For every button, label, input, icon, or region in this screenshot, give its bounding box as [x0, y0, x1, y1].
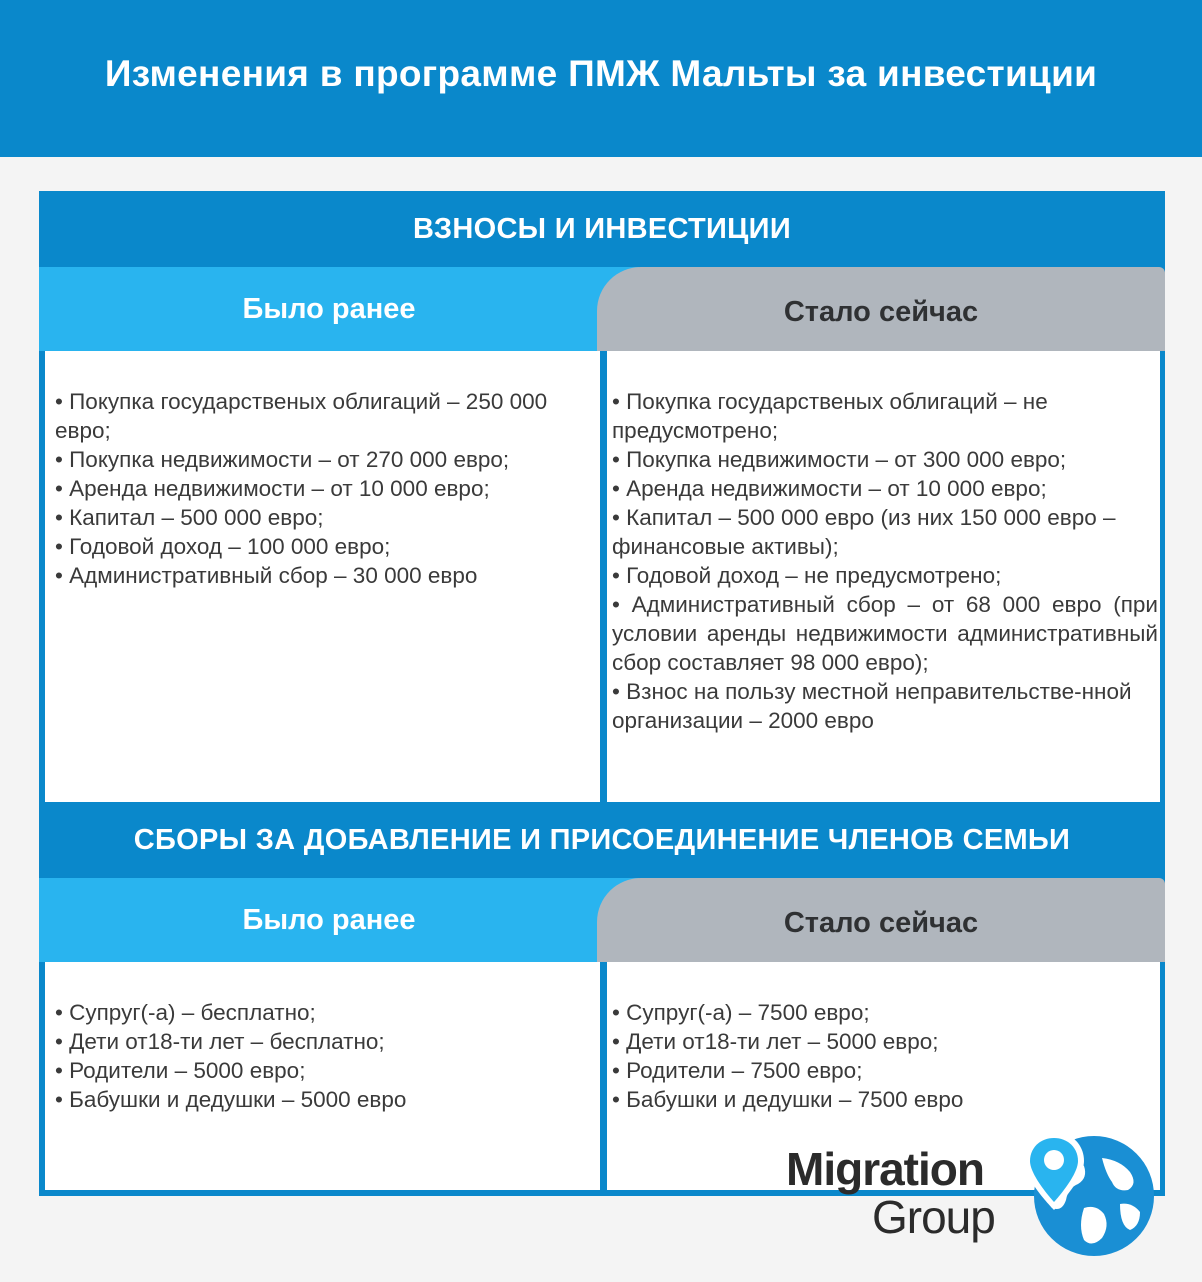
migration-group-logo [786, 1130, 1166, 1260]
column-header-after: Стало сейчас [597, 878, 1165, 962]
list-item: • Аренда недвижимости – от 10 000 евро; [612, 476, 1047, 501]
column-header-before: Было ранее [39, 878, 639, 962]
page-title: Изменения в программе ПМЖ Мальты за инвестиции [104, 52, 1098, 94]
list-item: • Административный сбор – 30 000 евро [55, 563, 478, 588]
column-header-after: Стало сейчас [597, 267, 1165, 351]
logo-word-group: Group [872, 1191, 995, 1243]
list-item: • Покупка недвижимости – от 270 000 евро; [55, 447, 510, 472]
header-banner [0, 0, 1202, 157]
list-item: • Дети от18-ти лет – 5000 евро; [612, 1029, 939, 1054]
list-item: • Дети от18-ти лет – бесплатно; [55, 1029, 385, 1054]
before-list [45, 962, 600, 1114]
list-item: • Капитал – 500 000 евро; [55, 505, 324, 530]
list-item: • Покупка государственых облигаций – не предусмотрено; [612, 389, 1048, 443]
list-item: • Взнос на пользу местной неправительстве-нной организации – 2000 евро [612, 679, 1132, 733]
list-item: • Годовой доход – 100 000 евро; [55, 534, 391, 559]
list-item: • Покупка государственых облигаций – 250 000 евро; [55, 389, 548, 443]
list-item: • Супруг(-а) – 7500 евро; [612, 1000, 870, 1025]
logo-word-migration: Migration [786, 1143, 984, 1195]
list-item: • Родители – 5000 евро; [55, 1058, 306, 1083]
after-cell [607, 351, 1160, 802]
globe-pin-icon [1022, 1130, 1162, 1262]
after-list [607, 351, 1160, 735]
before-list [45, 351, 600, 590]
list-item: • Годовой доход – не предусмотрено; [612, 563, 1002, 588]
list-item: • Административный сбор – от 68 000 евро (при условии аренды недвижимости административный сбор составляет 98 000 евро); [612, 592, 1158, 675]
list-item: • Бабушки и дедушки – 7500 евро [612, 1087, 964, 1112]
before-cell [45, 351, 600, 802]
column-header-before: Было ранее [39, 267, 639, 351]
comparison-table [39, 191, 1165, 1196]
after-list [607, 962, 1160, 1114]
list-item: • Аренда недвижимости – от 10 000 евро; [55, 476, 490, 501]
before-cell [45, 962, 600, 1190]
list-item: • Супруг(-а) – бесплатно; [55, 1000, 316, 1025]
list-item: • Бабушки и дедушки – 5000 евро [55, 1087, 407, 1112]
list-item: • Родители – 7500 евро; [612, 1058, 863, 1083]
section-title-contributions: ВЗНОСЫ И ИНВЕСТИЦИИ [413, 212, 791, 245]
section-title-family-fees: СБОРЫ ЗА ДОБАВЛЕНИЕ И ПРИСОЕДИНЕНИЕ ЧЛЕНОВ СЕМЬИ [133, 823, 1071, 856]
list-item: • Покупка недвижимости – от 300 000 евро; [612, 447, 1067, 472]
list-item: • Капитал – 500 000 евро (из них 150 000 евро – финансовые активы); [612, 505, 1116, 559]
